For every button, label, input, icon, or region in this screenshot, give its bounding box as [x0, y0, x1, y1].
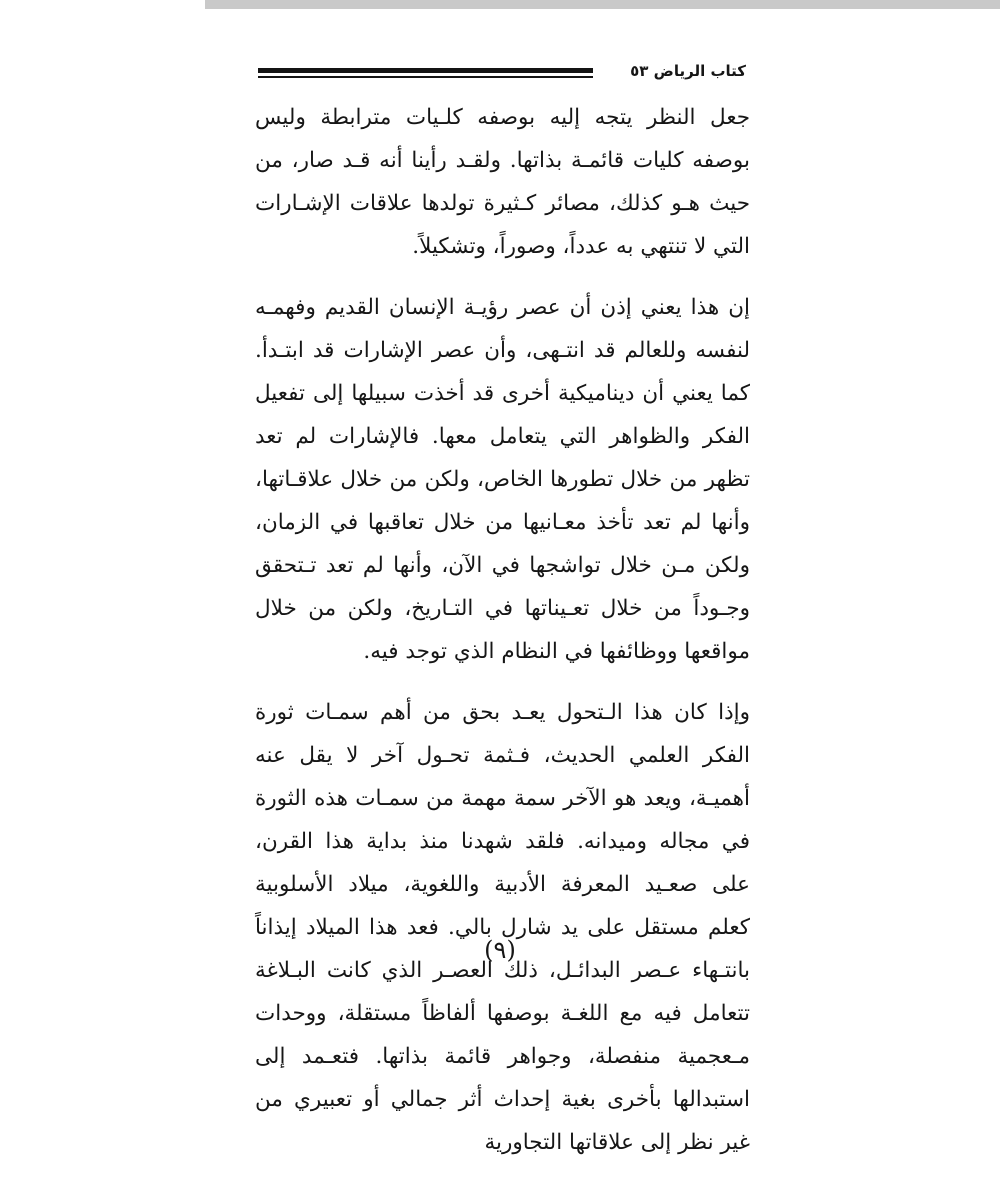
scan-top-edge: [205, 0, 1000, 9]
header-rule-thin-line: [258, 76, 593, 78]
paragraph-3: وإذا كان هذا الـتحول يعـد بحق من أهم سمـات ثورة الفكر العلمي الحديث، فـثمة تحـول آخر لا يقل عنه أهميـة، ويعد هو الآخر سمة مهمة من سمـات هذه الثورة في مجاله وميدانه. فلقد شهدنا منذ بداية هذا القرن، على صعـيد المعرفة الأدبية واللغوية، ميلاد الأسلوبية كعلم مستقل على يد شارل بالي. فعد هذا الميلاد إيذاناً بانتـهاء عـصر البدائـل، ذلك العصـر الذي كانت البـلاغة تتعامل فيه مع اللغـة بوصفها ألفاظاً مستقلة، ووحدات مـعجمية منفصلة، وجواهر قائمة بذاتها. فتعـمد إلى استبدالها بأخرى بغية إحداث أثر جمالي أو تعبيري من غير نظر إلى علاقاتها التجاورية: [255, 700, 750, 1155]
paragraph-1: جعل النظر يتجه إليه بوصفه كلـيات مترابطة وليس بوصفه كليات قائمـة بذاتها. ولقـد رأينا أنه قـد صار، من حيث هـو كذلك، مصائر كـثيرة تولدها علاقات الإشـارات التي لا تنتهي به عدداً، وصوراً، وتشكيلاً.: [255, 105, 750, 259]
header-rule-thick-line: [258, 68, 593, 73]
page-number: (٩): [484, 936, 516, 964]
header-rule: [258, 68, 593, 78]
header-title: كتاب الرياض ٥٣: [630, 62, 746, 80]
body-text: [255, 96, 750, 1182]
paragraph-2: إن هذا يعني إذن أن عصر رؤيـة الإنسان القديم وفهمـه لنفسه وللعالم قد انتـهى، وأن عصر الإشارات قد ابتـدأ. كما يعني أن ديناميكية أخرى قد أخذت سبيلها إلى تفعيل الفكر والظواهر التي يتعامل معها. فالإشارات لم تعد تظهر من خلال تطورها الخاص، ولكن من خلال علاقـاتها، وأنها لم تعد تأخذ معـانيها من خلال تعاقبها في الزمان، ولكن مـن خلال تواشجها في الآن، وأنها لم تعد تـتحقق وجـوداً من خلال تعـيناتها في التـاريخ، ولكن من خلال مواقعها ووظائفها في النظام الذي توجد فيه.: [255, 295, 750, 664]
running-header: [258, 60, 746, 82]
